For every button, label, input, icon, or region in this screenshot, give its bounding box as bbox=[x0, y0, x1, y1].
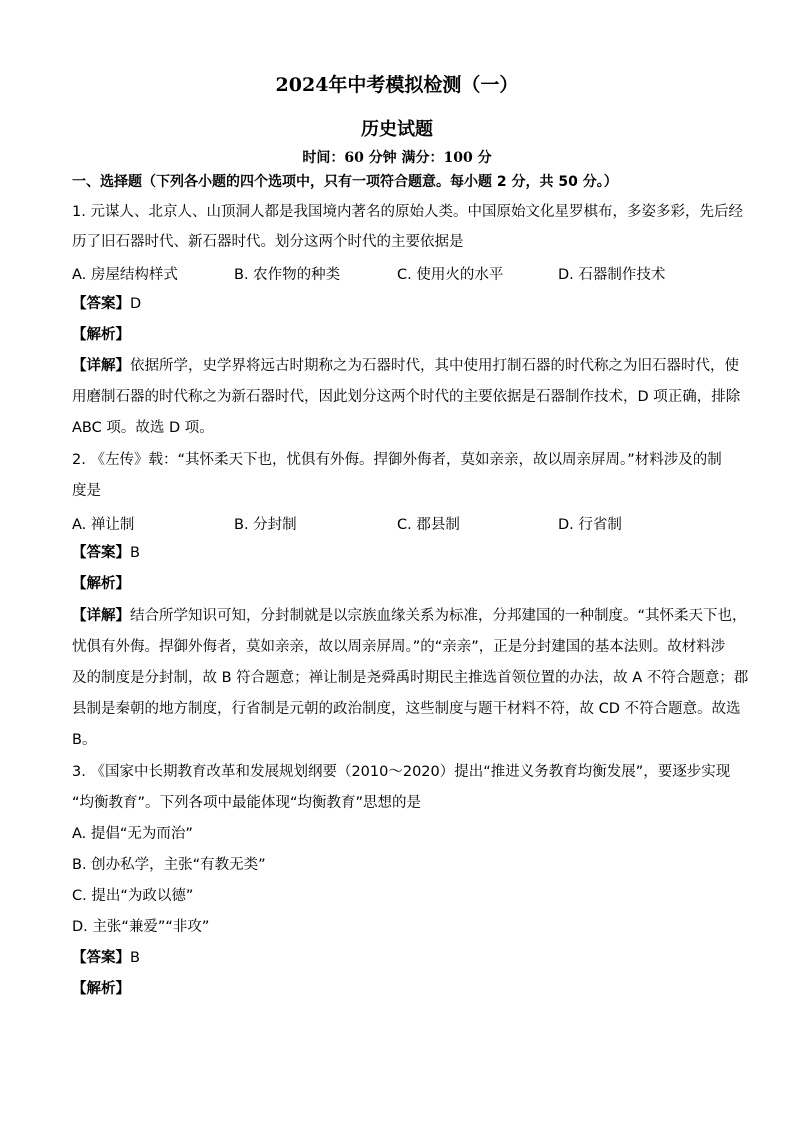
q3-stem-line1: 3. 《国家中长期教育改革和发展规划纲要（2010～2020）提出“推进义务教育均衡发展”，要逐步实现 bbox=[72, 764, 731, 780]
q3-stem-line2: “均衡教育”。下列各项中最能体现“均衡教育”思想的是 bbox=[72, 795, 422, 811]
q1-detail-line1 bbox=[72, 356, 739, 376]
q1-option-b: B. 农作物的种类 bbox=[234, 267, 341, 283]
q2-detail-line4: 县制是秦朝的地方制度，行省制是元朝的政治制度，这些制度与题干材料不符，故 CD 不符合题意。故选 bbox=[72, 701, 741, 717]
q3-option-a: A. 提倡“无为而治” bbox=[72, 826, 193, 842]
q2-option-c: C. 郡县制 bbox=[397, 517, 460, 533]
q2-detail-line1 bbox=[72, 606, 747, 626]
q2-option-b: B. 分封制 bbox=[234, 517, 297, 533]
detail-tag: 【详解】 bbox=[72, 358, 130, 374]
q3-answer bbox=[72, 948, 140, 968]
q2-analysis-tag: 【解析】 bbox=[72, 576, 130, 592]
q1-option-c: C. 使用火的水平 bbox=[397, 267, 504, 283]
detail-text: 依据所学，史学界将远古时期称之为石器时代，其中使用打制石器的时代称之为旧石器时代，使 bbox=[130, 358, 739, 374]
q1-stem-line1: 1. 元谋人、北京人、山顶洞人都是我国境内著名的原始人类。中国原始文化星罗棋布，多姿多彩，先后经 bbox=[72, 204, 743, 220]
q1-option-d: D. 石器制作技术 bbox=[558, 267, 666, 283]
detail-tag: 【详解】 bbox=[72, 608, 130, 624]
q3-analysis-tag: 【解析】 bbox=[72, 981, 130, 997]
q1-option-a: A. 房屋结构样式 bbox=[72, 267, 178, 283]
section-heading: 一、选择题（下列各小题的四个选项中，只有一项符合题意。每小题 2 分，共 50 分。） bbox=[72, 174, 618, 190]
q2-detail-line5: B。 bbox=[72, 732, 97, 748]
answer-tag: 【答案】 bbox=[72, 950, 130, 966]
q2-option-a: A. 禅让制 bbox=[72, 517, 135, 533]
q2-option-d: D. 行省制 bbox=[558, 517, 622, 533]
q1-detail-line2: 用磨制石器的时代称之为新石器时代，因此划分这两个时代的主要依据是石器制作技术，D 项正确，排除 bbox=[72, 389, 741, 405]
q2-stem-line1: 2. 《左传》载：“其怀柔天下也，忧俱有外侮。捍御外侮者，莫如亲亲，故以周亲屏周。”材料涉及的制 bbox=[72, 452, 722, 468]
answer-value: D bbox=[130, 296, 142, 312]
exam-title: 2024年中考模拟检测（一） bbox=[275, 74, 519, 96]
q3-option-c: C. 提出“为政以德” bbox=[72, 888, 194, 904]
q2-stem-line2: 度是 bbox=[72, 483, 101, 499]
answer-tag: 【答案】 bbox=[72, 545, 130, 561]
q3-option-b: B. 创办私学，主张“有教无类” bbox=[72, 857, 266, 873]
q1-analysis-tag: 【解析】 bbox=[72, 327, 130, 343]
time-info: 时间：60 分钟 满分：100 分 bbox=[302, 150, 492, 166]
exam-subtitle: 历史试题 bbox=[361, 119, 433, 140]
answer-value: B bbox=[130, 950, 140, 966]
q1-answer bbox=[72, 294, 141, 314]
answer-tag: 【答案】 bbox=[72, 296, 130, 312]
detail-text: 结合所学知识可知，分封制就是以宗族血缘关系为标准，分邦建国的一种制度。“其怀柔天下也， bbox=[130, 608, 747, 624]
q1-detail-line3: ABC 项。故选 D 项。 bbox=[72, 420, 214, 436]
answer-value: B bbox=[130, 545, 140, 561]
q2-detail-line3: 及的制度是分封制，故 B 符合题意；禅让制是尧舜禹时期民主推选首领位置的办法，故 A 不符合题意；郡 bbox=[72, 670, 749, 686]
q2-detail-line2: 忧俱有外侮。捍御外侮者，莫如亲亲，故以周亲屏周。”的“亲亲”，正是分封建国的基本法则。故材料涉 bbox=[72, 639, 726, 655]
q2-answer bbox=[72, 543, 140, 563]
q1-stem-line2: 历了旧石器时代、新石器时代。划分这两个时代的主要依据是 bbox=[72, 234, 464, 250]
q3-option-d: D. 主张“兼爱”“非攻” bbox=[72, 919, 210, 935]
